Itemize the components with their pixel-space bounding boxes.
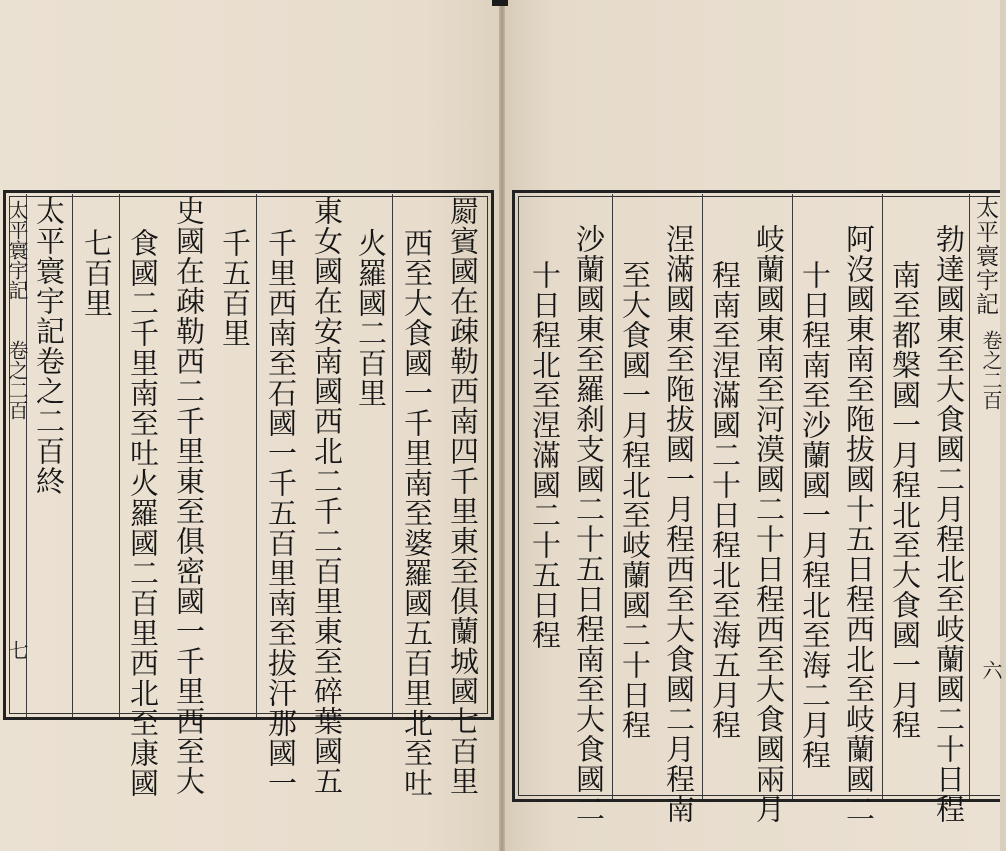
page-header-title: 太平寰宇記 [972,196,998,316]
text-column: 岐蘭國東南至河漠國二十日程西至大食國兩月 [752,224,786,824]
text-column: 東女國在安南國西北二千二百里東至碎葉國五 [310,196,344,796]
column-rule [119,194,120,717]
book-gutter [499,0,505,851]
text-column: 食國二千里南至吐火羅國二百里西北至康國 [126,228,160,798]
margin-title: 太平寰宇記 [5,200,29,300]
text-column: 至大食國一月程北至岐蘭國二十日程 [618,260,652,740]
text-column: 沙蘭國東至羅刹支國二十五日程南至大食國二 [572,224,606,824]
text-column: 十日程南至沙蘭國一月程北至海二月程 [798,260,832,770]
margin-leaf-number: 六 [979,660,1003,680]
closing-title-column: 太平寰宇記卷之二百終 [32,196,66,496]
column-rule [392,194,393,717]
column-rule [72,194,73,717]
text-column: 七百里 [80,228,114,318]
gutter-tab [492,0,508,6]
text-column: 十日程北至涅滿國二十五日程 [528,260,562,650]
column-rule [792,194,793,799]
column-rule [882,194,883,799]
text-column: 涅滿國東至陁拔國一月程西至大食國二月程南 [662,224,696,824]
column-rule [612,194,613,799]
column-rule [702,194,703,799]
text-column: 史國在疎勒西二千里東至俱密國一千里西至大 [172,196,206,796]
margin-volume: 卷之二百 [5,340,29,420]
margin-volume: 卷之二百 [979,330,1003,410]
text-column: 火羅國二百里 [354,228,388,408]
text-column: 西至大食國一千里南至婆羅國五百里北至吐 [400,228,434,798]
column-rule [256,194,257,717]
text-column: 阿沒國東南至陁拔國十五日程西北至岐蘭國二 [842,224,876,824]
text-column: 千五百里 [218,228,252,348]
text-column: 程南至涅滿國二十日程北至海五月程 [708,260,742,740]
text-column: 千里西南至石國一千五百里南至拔汗那國一 [264,228,298,798]
margin-leaf-number: 七 [5,640,29,660]
text-column: 勃達國東至大食國二月程北至岐蘭國二十日程 [932,224,966,824]
text-column: 罽賓國在疎勒西南四千里東至俱蘭城國七百里 [446,196,480,796]
text-column: 南至都槃國一月程北至大食國一月程 [888,260,922,740]
column-rule [969,194,970,799]
